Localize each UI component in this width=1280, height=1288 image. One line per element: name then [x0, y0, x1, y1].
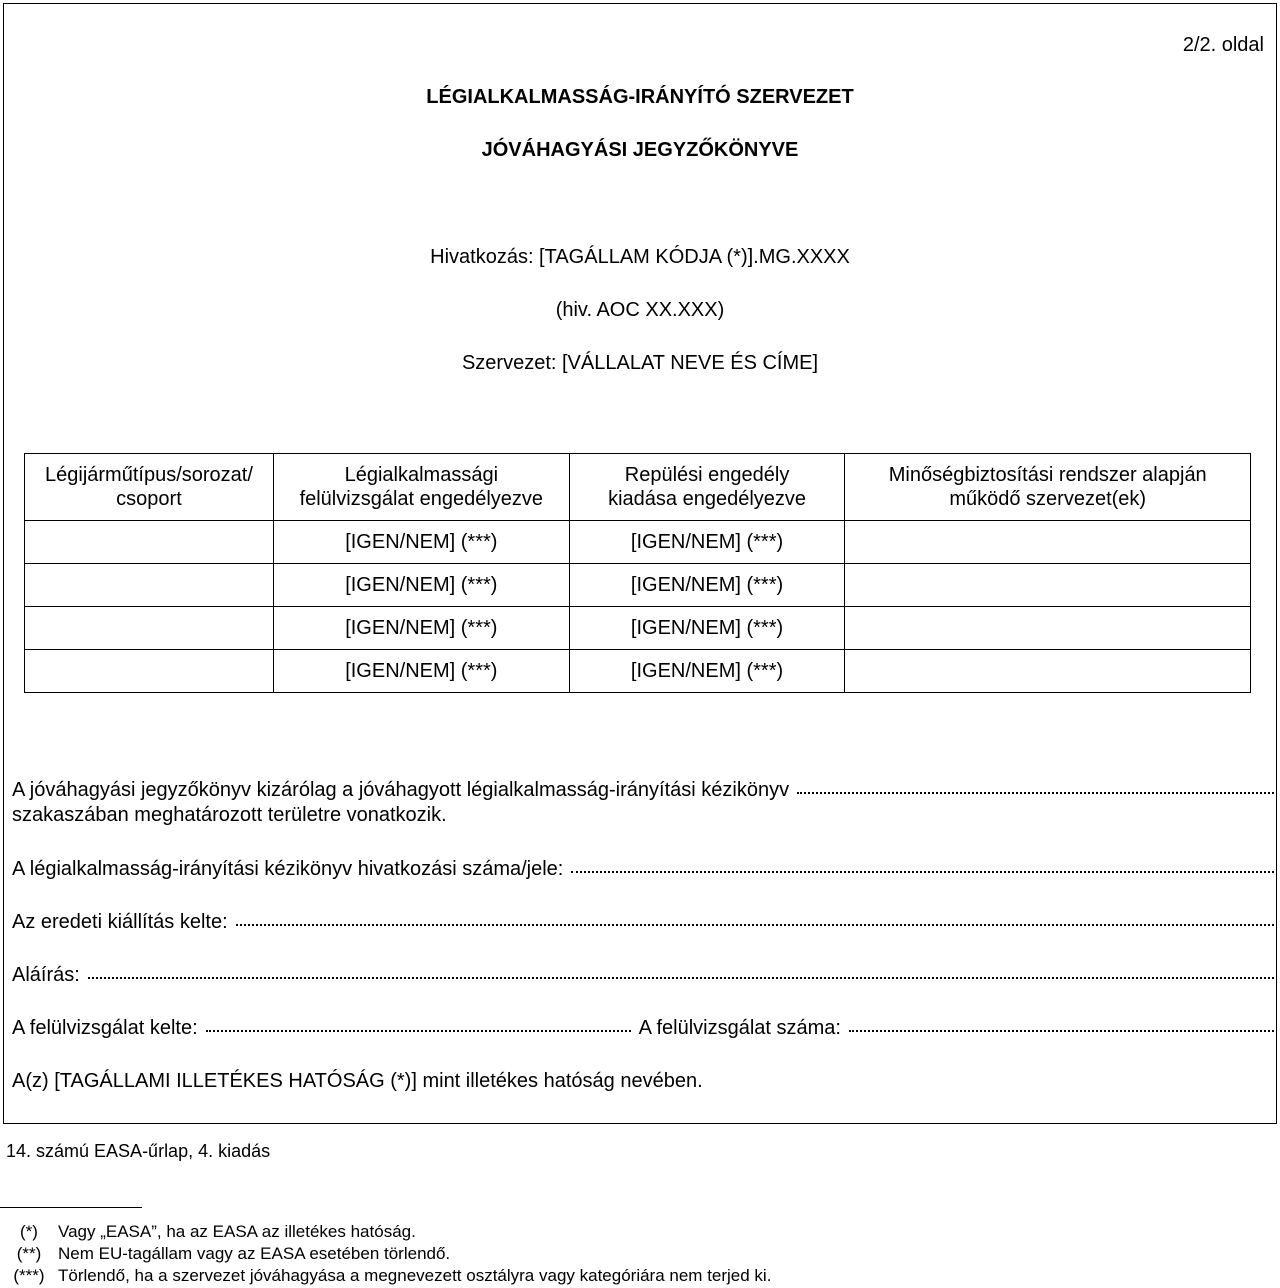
aoc-reference: (hiv. AOC XX.XXX)	[555, 299, 725, 321]
scope-statement	[12, 778, 1274, 828]
authority-statement: A(z) [TAGÁLLAMI ILLETÉKES HATÓSÁG (*)] mint illetékes hatóság nevében.	[12, 1070, 703, 1092]
table-cell: [IGEN/NEM] (***)	[569, 564, 845, 607]
signature-field	[12, 963, 1274, 988]
table-cell: [IGEN/NEM] (***)	[273, 521, 569, 564]
footnote-text: Vagy „EASA”, ha az EASA az illetékes hatóság.	[58, 1222, 416, 1241]
table-row	[25, 607, 1251, 650]
manual-reference-field	[12, 857, 1274, 882]
form-identifier: 14. számú EASA-űrlap, 4. kiadás	[6, 1141, 271, 1161]
header-aircraft-type: Légijárműtípus/sorozat/ csoport	[25, 454, 274, 521]
footnote-mark: (***)	[13, 1266, 45, 1285]
review-number-label: A felülvizsgálat száma:	[638, 1017, 841, 1039]
review-field	[12, 1016, 1274, 1041]
footnote-text: Nem EU-tagállam vagy az EASA esetében törlendő.	[58, 1244, 451, 1263]
table-cell: [IGEN/NEM] (***)	[569, 650, 845, 693]
footnote	[0, 1266, 771, 1286]
manual-section-blank	[797, 792, 1274, 794]
table-cell: [IGEN/NEM] (***)	[273, 607, 569, 650]
header-review-authorised: Légialkalmassági felülvizsgálat engedélyezve	[273, 454, 569, 521]
footnote-text: Törlendő, ha a szervezet jóváhagyása a megnevezett osztályra vagy kategóriára nem terjed ki.	[58, 1266, 772, 1285]
issue-date-label: Az eredeti kiállítás kelte:	[12, 911, 228, 933]
table-cell	[25, 607, 274, 650]
table-cell	[845, 650, 1251, 693]
reference-number: Hivatkozás: [TAGÁLLAM KÓDJA (*)].MG.XXXX	[430, 246, 850, 268]
table-cell: [IGEN/NEM] (***)	[273, 650, 569, 693]
table-cell: [IGEN/NEM] (***)	[569, 521, 845, 564]
table-cell	[845, 607, 1251, 650]
scope-line-2: szakaszában meghatározott területre vonatkozik.	[12, 804, 447, 826]
footnote-divider	[0, 1207, 142, 1208]
title-line-2: JÓVÁHAGYÁSI JEGYZŐKÖNYVE	[481, 139, 799, 161]
table-cell	[845, 521, 1251, 564]
footnote-mark: (*)	[20, 1222, 38, 1241]
scope-line-1: A jóváhagyási jegyzőkönyv kizárólag a jóváhagyott légialkalmasság-irányítási kézikönyv	[12, 779, 790, 801]
manual-reference-label: A légialkalmasság-irányítási kézikönyv hivatkozási száma/jele:	[12, 858, 564, 880]
organisation-name: Szervezet: [VÁLLALAT NEVE ÉS CÍME]	[461, 352, 819, 374]
table-cell	[25, 521, 274, 564]
signature-blank	[88, 977, 1274, 979]
footnote	[0, 1222, 416, 1242]
table-cell	[25, 650, 274, 693]
approval-table	[24, 453, 1251, 693]
issue-date-blank	[236, 924, 1274, 926]
review-date-blank	[206, 1030, 631, 1032]
table-cell	[845, 564, 1251, 607]
table-cell	[25, 564, 274, 607]
signature-label: Aláírás:	[12, 964, 80, 986]
manual-reference-blank	[571, 871, 1274, 873]
review-date-label: A felülvizsgálat kelte:	[12, 1017, 198, 1039]
review-number-blank	[849, 1030, 1274, 1032]
table-cell: [IGEN/NEM] (***)	[273, 564, 569, 607]
table-header-row	[25, 454, 1251, 521]
table-row	[25, 521, 1251, 564]
page-number: 2/2. oldal	[1182, 34, 1264, 56]
footnote-mark: (**)	[16, 1244, 42, 1263]
title-line-1: LÉGIALKALMASSÁG-IRÁNYÍTÓ SZERVEZET	[426, 86, 854, 108]
footnote	[0, 1244, 450, 1264]
issue-date-field	[12, 910, 1274, 935]
table-cell: [IGEN/NEM] (***)	[569, 607, 845, 650]
header-permit-authorised: Repülési engedély kiadása engedélyezve	[569, 454, 845, 521]
header-quality-organisation: Minőségbiztosítási rendszer alapján működő szervezet(ek)	[845, 454, 1251, 521]
table-row	[25, 650, 1251, 693]
table-row	[25, 564, 1251, 607]
